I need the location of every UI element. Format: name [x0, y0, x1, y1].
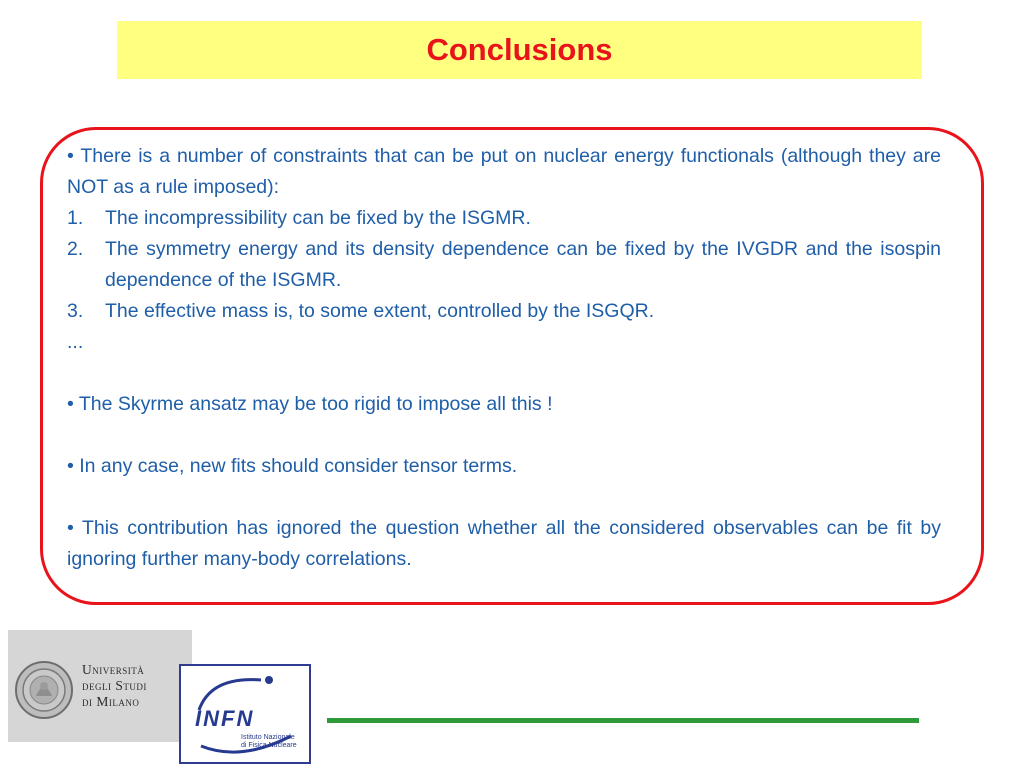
unimi-logo: [8, 630, 192, 742]
ellipsis: ...: [67, 331, 84, 353]
unimi-wordmark: [82, 662, 192, 710]
list-number: 3.: [67, 300, 84, 322]
bullet-skyrme: • The Skyrme ansatz may be too rigid to impose all this !: [67, 393, 553, 415]
infn-wordmark: INFN: [195, 706, 255, 731]
unimi-line: di Milano: [82, 694, 140, 709]
infn-sub-line: di Fisica Nucleare: [241, 742, 297, 749]
accent-divider: [327, 718, 919, 723]
slide-title: Conclusions: [426, 32, 613, 67]
list-text: The effective mass is, to some extent, controlled by the ISGQR.: [105, 300, 655, 322]
unimi-line: degli Studi: [82, 678, 147, 693]
slide-content: [67, 141, 941, 575]
list-item: [67, 234, 941, 296]
list-number: 2.: [67, 238, 84, 260]
title-bar: [117, 21, 922, 79]
list-text: The incompressibility can be fixed by the ISGMR.: [105, 207, 531, 229]
constraints-list: [67, 203, 941, 327]
bullet-tensor: • In any case, new fits should consider tensor terms.: [67, 455, 518, 477]
infn-logo: [179, 664, 311, 764]
list-text: The symmetry energy and its density dependence can be fixed by the IVGDR and the isospin dependence of the ISGMR.: [105, 238, 941, 291]
list-item: [67, 296, 941, 327]
infn-subtitle: [241, 734, 305, 750]
unimi-line: Università: [82, 662, 145, 677]
university-seal-icon: [14, 660, 74, 720]
list-number: 1.: [67, 207, 84, 229]
infn-sub-line: Istituto Nazionale: [241, 734, 295, 741]
bullet-correlations: • This contribution has ignored the question whether all the considered observables can be fit by ignoring further many-body correlations.: [67, 517, 941, 570]
list-item: [67, 203, 941, 234]
bullet-constraints: • There is a number of constraints that can be put on nuclear energy functionals (although they are NOT as a rule imposed):: [67, 145, 941, 198]
